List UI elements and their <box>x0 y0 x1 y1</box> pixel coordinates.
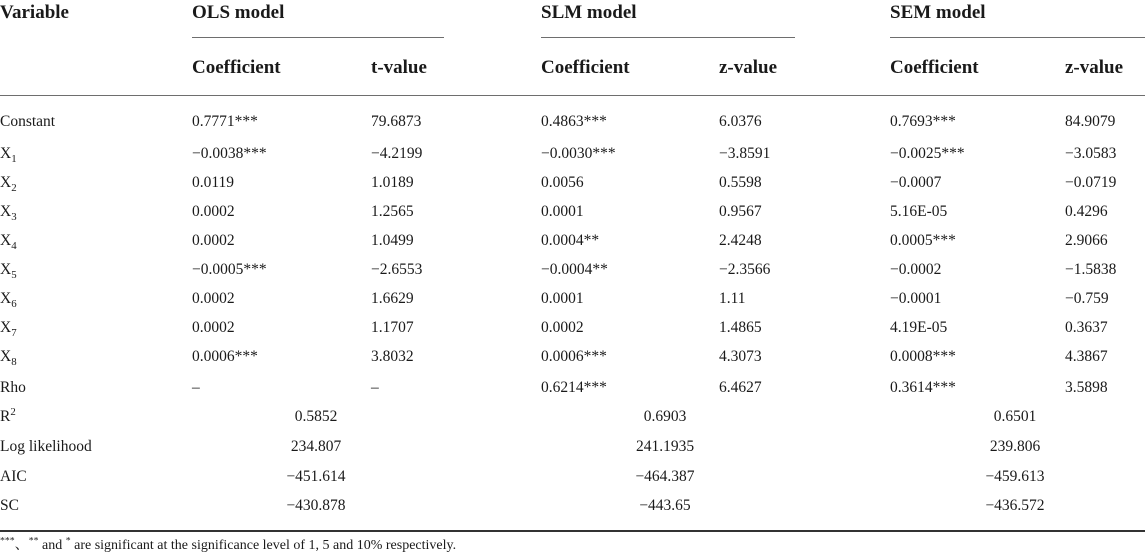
ols-coefficient: 0.0002 <box>192 319 235 336</box>
sem-coefficient: −0.0002 <box>890 261 942 278</box>
ols-tvalue: −4.2199 <box>371 145 423 162</box>
sem-coefficient: −0.0001 <box>890 290 942 307</box>
sem-fit-value: −459.613 <box>985 468 1045 485</box>
sem-coefficient: 0.3614*** <box>890 379 956 396</box>
sem-zvalue: 0.3637 <box>1065 319 1108 336</box>
ols-tvalue: 3.8032 <box>371 348 414 365</box>
slm-coefficient: 0.6214*** <box>541 379 607 396</box>
sem-zvalue: −0.0719 <box>1065 174 1117 191</box>
sem-fit-value: 239.806 <box>989 438 1041 455</box>
row-label: $X_5$ <box>0 261 17 282</box>
slm-zvalue: 1.11 <box>719 290 746 307</box>
sem-coefficient: 0.0008*** <box>890 348 956 365</box>
sem-zvalue: 84.9079 <box>1065 113 1116 130</box>
slm-coefficient: 0.0002 <box>541 319 584 336</box>
slm-zvalue: 0.9567 <box>719 203 762 220</box>
ols-coefficient: – <box>192 379 200 396</box>
row-label: $X_8$ <box>0 348 17 369</box>
slm-coefficient: 0.0001 <box>541 203 584 220</box>
ols-coefficient: 0.0006*** <box>192 348 258 365</box>
sem-coefficient: −0.0025*** <box>890 145 965 162</box>
ols-fit-value: −430.878 <box>286 497 346 514</box>
sem-zvalue: −1.5838 <box>1065 261 1117 278</box>
slm-fit-value: 0.6903 <box>643 408 687 425</box>
row-label: $X_2$ <box>0 174 17 195</box>
ols-coefficient: 0.7771*** <box>192 113 258 130</box>
row-label: $X_4$ <box>0 232 17 253</box>
variable-header: Variable <box>0 2 69 23</box>
ols-fit-value: −451.614 <box>286 468 346 485</box>
slm-coefficient: −0.0004** <box>541 261 608 278</box>
ols-tvalue: – <box>371 379 379 396</box>
sem-group-rule <box>890 37 1145 38</box>
slm-fit-value: −464.387 <box>635 468 695 485</box>
slm-fit-value: −443.65 <box>639 497 691 514</box>
row-label: $X_6$ <box>0 290 17 311</box>
sem-zvalue: 0.4296 <box>1065 203 1108 220</box>
sem-zvalue: 4.3867 <box>1065 348 1108 365</box>
slm-group-rule <box>541 37 795 38</box>
table-footnote: ***、** and * are significant at the significance level of 1, 5 and 10% respectively. <box>0 535 457 553</box>
slm-coefficient: 0.0056 <box>541 174 584 191</box>
ols-coefficient: −0.0005*** <box>192 261 267 278</box>
ols-fit-value: 0.5852 <box>294 408 338 425</box>
ols-tvalue: 1.0499 <box>371 232 414 249</box>
row-label: AIC <box>0 468 27 485</box>
row-label: $X_7$ <box>0 319 17 340</box>
ols-coefficient: 0.0002 <box>192 290 235 307</box>
ols-tvalue: 1.2565 <box>371 203 414 220</box>
sem-zvalue: 3.5898 <box>1065 379 1108 396</box>
slm-zvalue: 4.3073 <box>719 348 762 365</box>
ols-tvalue: −2.6553 <box>371 261 423 278</box>
sem-coefficient: 5.16E-05 <box>890 203 948 220</box>
slm-coefficient-header: Coefficient <box>541 57 630 78</box>
slm-zvalue: 6.0376 <box>719 113 762 130</box>
slm-coefficient: 0.0004** <box>541 232 600 249</box>
ols-coefficient: 0.0119 <box>192 174 235 191</box>
row-label: Rho <box>0 379 26 396</box>
sem-model-header: SEM model <box>890 2 986 23</box>
slm-zvalue: −2.3566 <box>719 261 771 278</box>
sem-zvalue: −3.0583 <box>1065 145 1117 162</box>
slm-zvalue: −3.8591 <box>719 145 771 162</box>
slm-coefficient: −0.0030*** <box>541 145 616 162</box>
slm-zvalue: 0.5598 <box>719 174 762 191</box>
ols-coefficient: −0.0038*** <box>192 145 267 162</box>
ols-tvalue: 1.0189 <box>371 174 414 191</box>
header-bottom-rule <box>0 95 1145 96</box>
row-label: Log likelihood <box>0 438 92 455</box>
ols-tvalue: 1.6629 <box>371 290 414 307</box>
sem-coefficient: 4.19E-05 <box>890 319 948 336</box>
row-label: $X_3$ <box>0 203 17 224</box>
sem-zvalue-header: z-value <box>1065 57 1124 78</box>
ols-coefficient: 0.0002 <box>192 232 235 249</box>
ols-tvalue: 1.1707 <box>371 319 414 336</box>
ols-coefficient-header: Coefficient <box>192 57 281 78</box>
ols-coefficient: 0.0002 <box>192 203 235 220</box>
sem-fit-value: 0.6501 <box>993 408 1037 425</box>
slm-fit-value: 241.1935 <box>635 438 695 455</box>
sem-zvalue: −0.759 <box>1065 290 1109 307</box>
slm-zvalue: 1.4865 <box>719 319 762 336</box>
ols-tvalue: 79.6873 <box>371 113 422 130</box>
ols-fit-value: 234.807 <box>290 438 342 455</box>
sem-coefficient: 0.0005*** <box>890 232 956 249</box>
row-label: SC <box>0 497 19 514</box>
sem-zvalue: 2.9066 <box>1065 232 1108 249</box>
slm-coefficient: 0.0006*** <box>541 348 607 365</box>
slm-zvalue: 6.4627 <box>719 379 762 396</box>
sem-coefficient: −0.0007 <box>890 174 942 191</box>
slm-coefficient: 0.4863*** <box>541 113 607 130</box>
sem-coefficient-header: Coefficient <box>890 57 979 78</box>
ols-tvalue-header: t-value <box>371 57 427 78</box>
sem-fit-value: −436.572 <box>985 497 1045 514</box>
row-label: $X_1$ <box>0 145 17 166</box>
row-label: $R^2$ <box>0 405 16 425</box>
ols-model-header: OLS model <box>192 2 285 23</box>
slm-model-header: SLM model <box>541 2 637 23</box>
sem-coefficient: 0.7693*** <box>890 113 956 130</box>
slm-zvalue: 2.4248 <box>719 232 762 249</box>
ols-group-rule <box>192 37 444 38</box>
slm-zvalue-header: z-value <box>719 57 778 78</box>
table-bottom-rule <box>0 530 1145 532</box>
row-label: Constant <box>0 113 56 130</box>
slm-coefficient: 0.0001 <box>541 290 584 307</box>
